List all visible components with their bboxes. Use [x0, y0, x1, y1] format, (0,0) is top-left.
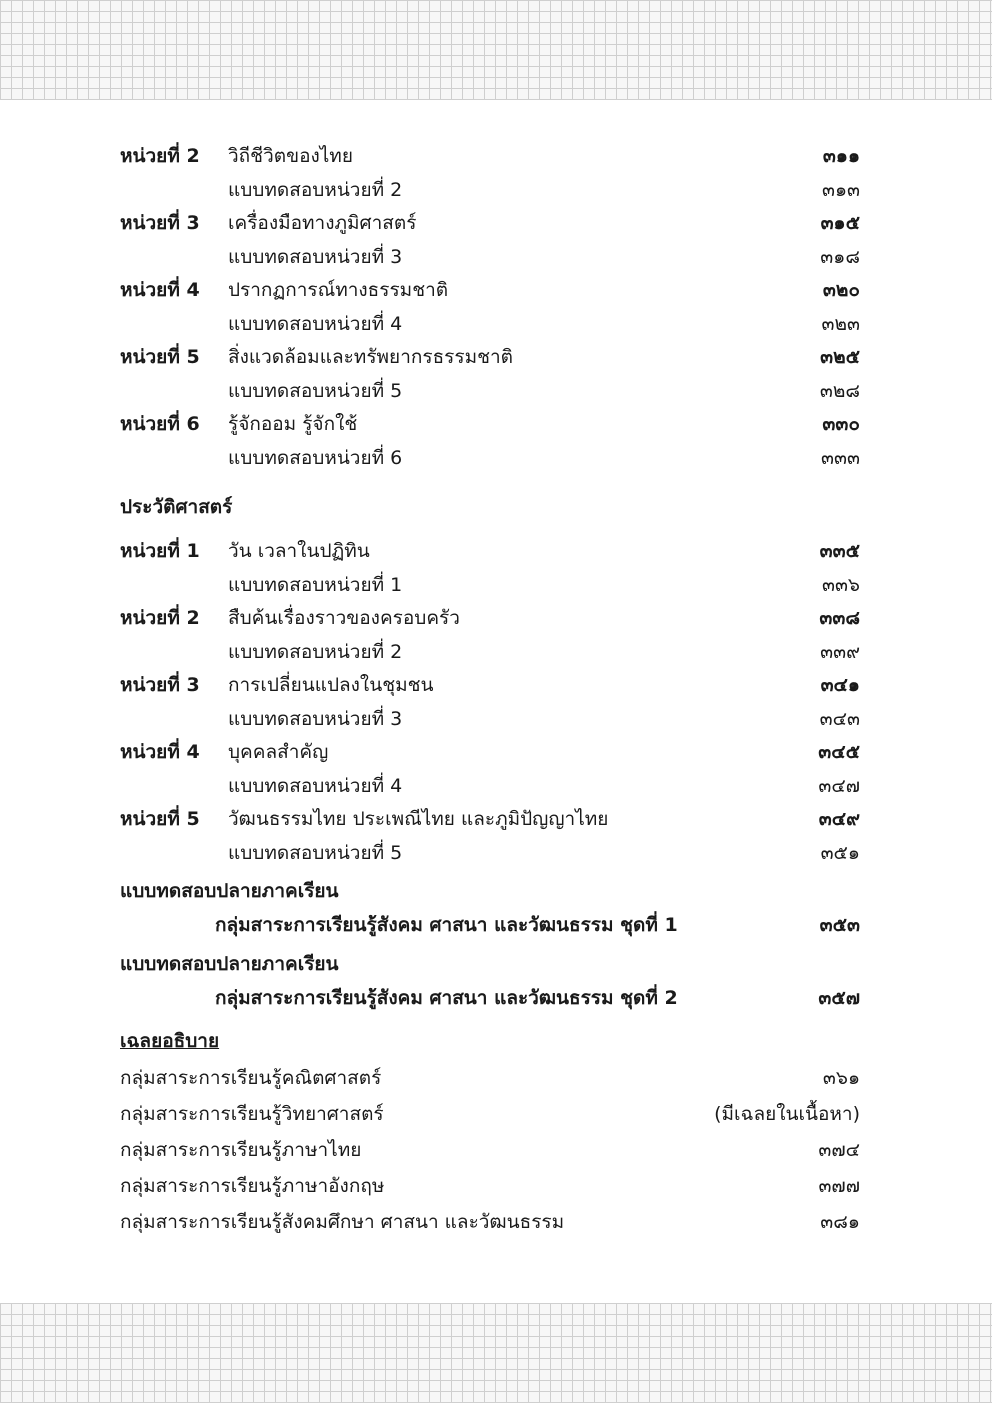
toc-entry — [120, 1063, 860, 1093]
entry-title: แบบทดสอบหน่วยที่ 2 — [228, 179, 403, 201]
entry-title: แบบทดสอบหน่วยที่ 3 — [228, 246, 403, 268]
toc-entry — [120, 603, 860, 633]
page-number: ๓๑๕ — [820, 212, 860, 234]
toc-entry — [120, 342, 860, 372]
toc-entry — [120, 208, 860, 238]
unit-label: หน่วยที่ 5 — [120, 346, 200, 368]
entry-title: วัฒนธรรมไทย ประเพณีไทย และภูมิปัญญาไทย — [228, 808, 609, 830]
entry-title: แบบทดสอบหน่วยที่ 5 — [228, 380, 403, 402]
page-number: ๓๗๗ — [818, 1175, 860, 1197]
toc-entry — [215, 910, 860, 940]
toc-entry — [120, 570, 860, 600]
toc-entry — [120, 409, 860, 439]
entry-title: กลุ่มสาระการเรียนรู้สังคมศึกษา ศาสนา และวัฒนธรรม — [120, 1211, 565, 1233]
toc-entry — [120, 637, 860, 667]
page-number: ๓๗๔ — [818, 1139, 860, 1161]
page-number: ๓๔๓ — [819, 708, 860, 730]
unit-label: หน่วยที่ 5 — [120, 808, 200, 830]
unit-label: หน่วยที่ 4 — [120, 741, 200, 763]
entry-title: แบบทดสอบหน่วยที่ 1 — [228, 574, 403, 596]
page-number: ๓๘๑ — [820, 1211, 860, 1233]
page-number: ๓๒๐ — [822, 279, 860, 301]
page-number: ๓๓๖ — [821, 574, 860, 596]
entry-title: แบบทดสอบหน่วยที่ 4 — [228, 775, 403, 797]
entry-title: วิถีชีวิตของไทย — [228, 145, 353, 167]
toc-entry — [120, 242, 860, 272]
entry-title: แบบทดสอบหน่วยที่ 4 — [228, 313, 403, 335]
entry-title: แบบทดสอบหน่วยที่ 2 — [228, 641, 403, 663]
entry-title: แบบทดสอบหน่วยที่ 6 — [228, 447, 403, 469]
entry-title: กลุ่มสาระการเรียนรู้สังคม ศาสนา และวัฒนธรรม ชุดที่ 2 — [215, 987, 678, 1009]
unit-label: หน่วยที่ 1 — [120, 540, 200, 562]
unit-label: หน่วยที่ 2 — [120, 145, 200, 167]
unit-label: หน่วยที่ 3 — [120, 674, 200, 696]
entry-title: กลุ่มสาระการเรียนรู้ภาษาไทย — [120, 1139, 362, 1161]
page-number: ๓๔๙ — [818, 808, 860, 830]
page-number: ๓๑๓ — [821, 179, 860, 201]
page-number: ๓๒๘ — [819, 380, 860, 402]
section-heading-answers: เฉลยอธิบาย — [120, 1030, 220, 1052]
toc-entry — [120, 737, 860, 767]
toc-entry — [120, 1207, 860, 1237]
toc-entry — [120, 1135, 860, 1165]
entry-title: กลุ่มสาระการเรียนรู้ภาษาอังกฤษ — [120, 1175, 385, 1197]
toc-entry — [120, 141, 860, 171]
toc-entry — [120, 443, 860, 473]
page-number: (มีเฉลยในเนื้อหา) — [714, 1103, 860, 1125]
entry-title: กลุ่มสาระการเรียนรู้คณิตศาสตร์ — [120, 1067, 382, 1089]
entry-title: แบบทดสอบหน่วยที่ 5 — [228, 842, 403, 864]
toc-entry — [120, 175, 860, 205]
page-number: ๓๓๙ — [820, 641, 860, 663]
unit-label: หน่วยที่ 6 — [120, 413, 200, 435]
toc-entry — [120, 1099, 860, 1129]
section-heading-final-exam: แบบทดสอบปลายภาคเรียน — [120, 880, 339, 902]
page-number: ๓๑๑ — [822, 145, 860, 167]
entry-title: วัน เวลาในปฏิทิน — [228, 540, 370, 562]
toc-entry — [120, 804, 860, 834]
unit-label: หน่วยที่ 3 — [120, 212, 200, 234]
section-heading-history: ประวัติศาสตร์ — [120, 496, 233, 518]
entry-title: สืบค้นเรื่องราวของครอบครัว — [228, 607, 460, 629]
toc-entry — [120, 771, 860, 801]
section-heading-final-exam: แบบทดสอบปลายภาคเรียน — [120, 953, 339, 975]
toc-entry — [120, 275, 860, 305]
unit-label: หน่วยที่ 4 — [120, 279, 200, 301]
entry-title: เครื่องมือทางภูมิศาสตร์ — [228, 212, 417, 234]
page-number: ๓๔๗ — [818, 775, 860, 797]
page-number: ๓๓๕ — [819, 540, 860, 562]
page-number: ๓๓๐ — [822, 413, 860, 435]
entry-title: สิ่งแวดล้อมและทรัพยากรธรรมชาติ — [228, 346, 513, 368]
entry-title: กลุ่มสาระการเรียนรู้สังคม ศาสนา และวัฒนธรรม ชุดที่ 1 — [215, 914, 678, 936]
unit-label: หน่วยที่ 2 — [120, 607, 200, 629]
toc-entry — [120, 704, 860, 734]
page-number: ๓๓๓ — [821, 447, 860, 469]
page-number: ๓๔๕ — [818, 741, 860, 763]
page-number: ๓๕๑ — [820, 842, 860, 864]
page-number: ๓๑๘ — [820, 246, 860, 268]
toc-entry — [215, 983, 860, 1013]
toc-entry — [120, 309, 860, 339]
toc-entry — [120, 1171, 860, 1201]
entry-title: รู้จักออม รู้จักใช้ — [228, 413, 358, 435]
entry-title: แบบทดสอบหน่วยที่ 3 — [228, 708, 403, 730]
page-number: ๓๖๑ — [822, 1067, 860, 1089]
page-number: ๓๒๓ — [821, 313, 860, 335]
page-number: ๓๔๑ — [820, 674, 860, 696]
entry-title: ปรากฏการณ์ทางธรรมชาติ — [228, 279, 449, 301]
page-number: ๓๒๕ — [820, 346, 860, 368]
entry-title: การเปลี่ยนแปลงในชุมชน — [228, 674, 434, 696]
toc-entry — [120, 838, 860, 868]
entry-title: บุคคลสำคัญ — [228, 741, 329, 763]
page-number: ๓๕๗ — [818, 987, 860, 1009]
toc-entry — [120, 376, 860, 406]
page-number: ๓๕๓ — [819, 914, 860, 936]
entry-title: กลุ่มสาระการเรียนรู้วิทยาศาสตร์ — [120, 1103, 384, 1125]
toc-entry — [120, 670, 860, 700]
toc-entry — [120, 536, 860, 566]
page-number: ๓๓๘ — [819, 607, 860, 629]
